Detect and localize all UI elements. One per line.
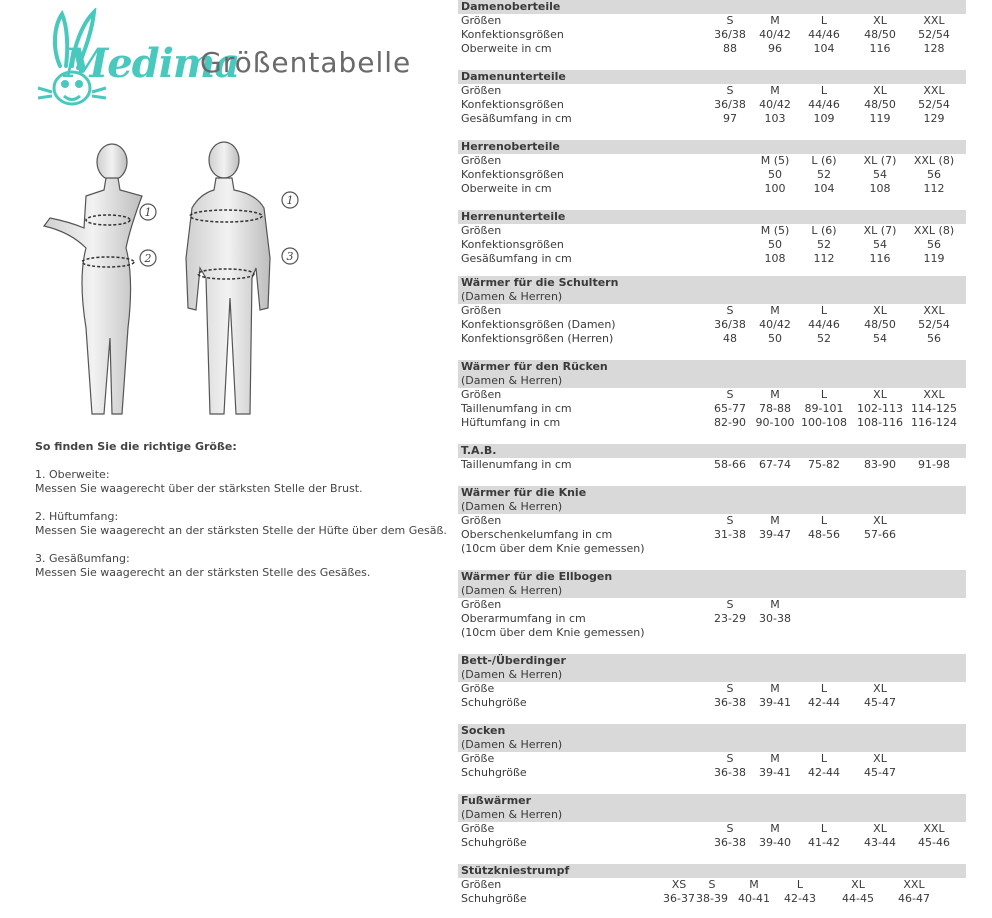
size-value: 100	[764, 182, 786, 195]
size-value: M	[770, 388, 780, 401]
size-table	[458, 654, 966, 710]
size-value: 119	[869, 112, 891, 125]
table-row	[458, 98, 966, 112]
size-value: XL	[873, 682, 887, 695]
row-label: Oberweite in cm	[461, 182, 552, 195]
size-value: S	[726, 84, 734, 97]
page-title: Größentabelle	[200, 46, 412, 79]
row-label: Schuhgröße	[461, 836, 527, 849]
size-value: XL	[873, 304, 887, 317]
row-label: Größen	[461, 224, 502, 237]
size-value: 88	[723, 42, 737, 55]
size-value: XXL	[923, 84, 945, 97]
size-value: 48/50	[864, 318, 896, 331]
brand-name: Medima	[64, 40, 240, 87]
size-value: L	[820, 14, 828, 27]
size-value: 50	[768, 332, 782, 345]
table-row	[458, 626, 966, 640]
size-value: 91-98	[918, 458, 950, 471]
size-value: 104	[813, 182, 835, 195]
size-table-subtitle: (Damen & Herren)	[461, 500, 563, 513]
size-value: XL (7)	[863, 154, 897, 167]
guide-item-head: 3. Gesäßumfang:	[35, 552, 130, 565]
size-table-subtitle: (Damen & Herren)	[461, 738, 563, 751]
size-value: XXL (8)	[913, 224, 955, 237]
size-value: 102-113	[857, 402, 903, 415]
size-table	[458, 360, 966, 430]
size-value: S	[708, 878, 716, 891]
size-value: 39-41	[759, 696, 791, 709]
size-table-header	[458, 724, 966, 752]
size-table-title: Socken	[461, 724, 506, 737]
size-value: L (6)	[811, 224, 837, 237]
table-row	[458, 766, 966, 780]
size-value: 48/50	[864, 98, 896, 111]
size-value: 103	[764, 112, 786, 125]
guide-item-seat	[35, 552, 455, 580]
size-table	[458, 724, 966, 780]
size-value: 31-38	[714, 528, 746, 541]
guide-title: So finden Sie die richtige Größe:	[35, 440, 237, 453]
row-label: Oberarmumfang in cm	[461, 612, 586, 625]
size-value: 36/38	[714, 318, 746, 331]
size-value: 129	[923, 112, 945, 125]
size-value: 42-44	[808, 696, 840, 709]
size-value: 38-39	[696, 892, 728, 905]
size-value: XL (7)	[863, 224, 897, 237]
size-value: 128	[923, 42, 945, 55]
size-value: 75-82	[808, 458, 840, 471]
size-value: M	[770, 822, 780, 835]
table-row	[458, 252, 966, 266]
size-table	[458, 794, 966, 850]
table-row	[458, 612, 966, 626]
size-value: L (6)	[811, 154, 837, 167]
size-value: S	[726, 682, 734, 695]
size-value: M	[770, 14, 780, 27]
size-value: 56	[927, 332, 941, 345]
size-value: 109	[813, 112, 835, 125]
row-label: Größen	[461, 84, 502, 97]
size-table-title: Wärmer für die Schultern	[461, 276, 619, 289]
size-value: 67-74	[759, 458, 791, 471]
size-value: 57-66	[864, 528, 896, 541]
size-value: L	[820, 388, 828, 401]
size-value: 52/54	[918, 318, 950, 331]
size-value: S	[726, 388, 734, 401]
size-value: 52/54	[918, 98, 950, 111]
female-figure	[44, 144, 142, 414]
size-value: 90-100	[755, 416, 795, 429]
row-label: Taillenumfang in cm	[461, 458, 572, 471]
size-table	[458, 140, 966, 196]
size-table-title: Bett-/Überdinger	[461, 654, 566, 667]
guide-item-head: 2. Hüftumfang:	[35, 510, 119, 523]
size-table-header	[458, 140, 966, 154]
size-value: 36/38	[714, 98, 746, 111]
size-table-title: Wärmer für den Rücken	[461, 360, 608, 373]
row-label: Taillenumfang in cm	[461, 402, 572, 415]
size-value: 30-38	[759, 612, 791, 625]
size-value: M	[770, 682, 780, 695]
size-value: M	[770, 514, 780, 527]
size-value: 50	[768, 238, 782, 251]
row-label: Größen	[461, 154, 502, 167]
row-label: Konfektionsgrößen	[461, 98, 564, 111]
size-table-header	[458, 654, 966, 682]
guide-item-bust	[35, 468, 455, 496]
size-value: 48/50	[864, 28, 896, 41]
table-row	[458, 182, 966, 196]
size-value: XL	[873, 822, 887, 835]
table-row	[458, 332, 966, 346]
marker-1-female-label: 1	[144, 206, 152, 219]
size-table-subtitle: (Damen & Herren)	[461, 808, 563, 821]
guide-item-head: 1. Oberweite:	[35, 468, 110, 481]
size-table-header	[458, 0, 966, 14]
size-value: 40/42	[759, 318, 791, 331]
table-row	[458, 892, 966, 906]
table-row	[458, 304, 966, 318]
row-label: Konfektionsgrößen	[461, 28, 564, 41]
table-row	[458, 458, 966, 472]
size-value: 40-41	[738, 892, 770, 905]
row-label: Konfektionsgrößen	[461, 238, 564, 251]
row-label: Schuhgröße	[461, 892, 527, 905]
size-value: XXL	[923, 388, 945, 401]
size-value: XL	[851, 878, 865, 891]
size-value: 108-116	[857, 416, 903, 429]
table-row	[458, 154, 966, 168]
size-value: M	[770, 598, 780, 611]
row-label: Schuhgröße	[461, 696, 527, 709]
size-value: 52/54	[918, 28, 950, 41]
size-value: 46-47	[898, 892, 930, 905]
size-table	[458, 276, 966, 346]
row-label: Größe	[461, 822, 495, 835]
table-row	[458, 752, 966, 766]
row-label: (10cm über dem Knie gemessen)	[461, 626, 645, 639]
row-label: Größen	[461, 598, 502, 611]
size-table	[458, 210, 966, 266]
size-value: 43-44	[864, 836, 896, 849]
size-value: 44/46	[808, 98, 840, 111]
row-label: (10cm über dem Knie gemessen)	[461, 542, 645, 555]
size-table-title: Damenunterteile	[461, 70, 566, 83]
size-value: XL	[873, 752, 887, 765]
table-row	[458, 682, 966, 696]
size-table	[458, 570, 966, 640]
size-value: S	[726, 598, 734, 611]
size-table	[458, 0, 966, 56]
size-value: S	[726, 514, 734, 527]
size-value: 96	[768, 42, 782, 55]
table-row	[458, 84, 966, 98]
size-value: 89-101	[804, 402, 844, 415]
table-row	[458, 514, 966, 528]
table-row	[458, 696, 966, 710]
marker-1-male-label: 1	[286, 194, 294, 207]
table-row	[458, 42, 966, 56]
size-value: 58-66	[714, 458, 746, 471]
size-value: 42-43	[784, 892, 816, 905]
size-value: 52	[817, 238, 831, 251]
size-value: M	[749, 878, 759, 891]
size-value: 54	[873, 168, 887, 181]
body-measurement-figures	[30, 128, 320, 428]
guide-item-text: Messen Sie waagerecht an der stärksten Stelle des Gesäßes.	[35, 566, 371, 579]
size-value: M (5)	[760, 224, 790, 237]
row-label: Größe	[461, 682, 495, 695]
size-table-header	[458, 794, 966, 822]
size-table	[458, 70, 966, 126]
size-table-title: Wärmer für die Ellbogen	[461, 570, 613, 583]
size-value: 54	[873, 332, 887, 345]
row-label: Größen	[461, 388, 502, 401]
size-table-header	[458, 486, 966, 514]
size-value: L	[820, 514, 828, 527]
size-table-title: Damenoberteile	[461, 0, 561, 13]
guide-item-text: Messen Sie waagerecht über der stärksten Stelle der Brust.	[35, 482, 363, 495]
row-label: Hüftumfang in cm	[461, 416, 561, 429]
row-label: Schuhgröße	[461, 766, 527, 779]
size-value: 36/38	[714, 28, 746, 41]
size-table-header	[458, 570, 966, 598]
row-label: Gesäßumfang in cm	[461, 112, 572, 125]
guide-item-text: Messen Sie waagerecht an der stärksten Stelle der Hüfte über dem Gesäß.	[35, 524, 447, 537]
size-value: L	[820, 752, 828, 765]
size-value: M	[770, 752, 780, 765]
row-label: Konfektionsgrößen	[461, 168, 564, 181]
row-label: Größen	[461, 878, 502, 891]
row-label: Konfektionsgrößen (Damen)	[461, 318, 616, 331]
size-value: 108	[869, 182, 891, 195]
table-row	[458, 28, 966, 42]
size-value: XS	[671, 878, 687, 891]
size-table-title: T.A.B.	[461, 444, 497, 457]
size-value: 44/46	[808, 318, 840, 331]
size-value: 83-90	[864, 458, 896, 471]
size-table-header	[458, 276, 966, 304]
size-value: 112	[813, 252, 835, 265]
size-table-header	[458, 210, 966, 224]
table-row	[458, 14, 966, 28]
size-value: 39-47	[759, 528, 791, 541]
size-table-title: Fußwärmer	[461, 794, 532, 807]
table-row	[458, 416, 966, 430]
size-value: L	[820, 682, 828, 695]
row-label: Größen	[461, 304, 502, 317]
size-value: XL	[873, 514, 887, 527]
row-label: Größen	[461, 514, 502, 527]
size-value: 104	[813, 42, 835, 55]
size-value: M (5)	[760, 154, 790, 167]
size-value: 116	[869, 252, 891, 265]
size-value: L	[820, 304, 828, 317]
row-label: Konfektionsgrößen (Herren)	[461, 332, 614, 345]
guide-item-hip	[35, 510, 455, 538]
size-value: 41-42	[808, 836, 840, 849]
size-table-title: Wärmer für die Knie	[461, 486, 587, 499]
size-value: 36-37	[663, 892, 695, 905]
size-value: 54	[873, 238, 887, 251]
size-value: 45-46	[918, 836, 950, 849]
table-row	[458, 402, 966, 416]
size-value: M	[770, 304, 780, 317]
size-value: 119	[923, 252, 945, 265]
size-value: 56	[927, 238, 941, 251]
size-value: XXL	[923, 304, 945, 317]
size-value: XXL (8)	[913, 154, 955, 167]
size-value: L	[820, 822, 828, 835]
size-value: 45-47	[864, 766, 896, 779]
size-value: 82-90	[714, 416, 746, 429]
row-label: Oberschenkelumfang in cm	[461, 528, 613, 541]
size-value: XL	[873, 388, 887, 401]
size-value: 52	[817, 332, 831, 345]
size-value: XXL	[923, 14, 945, 27]
size-value: 36-38	[714, 766, 746, 779]
male-figure	[186, 142, 270, 414]
size-table-header	[458, 360, 966, 388]
size-value: 48-56	[808, 528, 840, 541]
size-value: XXL	[903, 878, 925, 891]
table-row	[458, 836, 966, 850]
size-value: XL	[873, 14, 887, 27]
size-value: 56	[927, 168, 941, 181]
table-row	[458, 388, 966, 402]
size-value: S	[726, 304, 734, 317]
row-label: Gesäßumfang in cm	[461, 252, 572, 265]
size-value: 108	[764, 252, 786, 265]
size-value: 100-108	[801, 416, 847, 429]
table-row	[458, 878, 966, 892]
size-value: 39-41	[759, 766, 791, 779]
size-value: 65-77	[714, 402, 746, 415]
table-row	[458, 224, 966, 238]
size-table-title: Stützkniestrumpf	[461, 864, 570, 877]
size-table-subtitle: (Damen & Herren)	[461, 374, 563, 387]
size-value: 40/42	[759, 98, 791, 111]
size-table-title: Herrenunterteile	[461, 210, 566, 223]
size-value: S	[726, 752, 734, 765]
size-value: 50	[768, 168, 782, 181]
size-table-header	[458, 864, 966, 878]
size-value: L	[820, 84, 828, 97]
brand-logo	[32, 8, 432, 118]
size-value: 45-47	[864, 696, 896, 709]
size-value: 40/42	[759, 28, 791, 41]
size-value: XXL	[923, 822, 945, 835]
table-row	[458, 542, 966, 556]
size-table-subtitle: (Damen & Herren)	[461, 668, 563, 681]
table-row	[458, 318, 966, 332]
size-value: S	[726, 822, 734, 835]
size-value: M	[770, 84, 780, 97]
row-label: Größen	[461, 14, 502, 27]
table-row	[458, 168, 966, 182]
size-value: 36-38	[714, 836, 746, 849]
table-row	[458, 112, 966, 126]
size-value: XL	[873, 84, 887, 97]
table-row	[458, 822, 966, 836]
size-value: S	[726, 14, 734, 27]
size-value: 52	[817, 168, 831, 181]
size-value: 23-29	[714, 612, 746, 625]
measurement-guide	[35, 440, 455, 594]
size-table-subtitle: (Damen & Herren)	[461, 584, 563, 597]
size-value: 114-125	[911, 402, 957, 415]
size-value: 112	[923, 182, 945, 195]
size-table	[458, 864, 966, 906]
size-value: 116-124	[911, 416, 957, 429]
size-value: 44/46	[808, 28, 840, 41]
size-value: L	[796, 878, 804, 891]
size-table	[458, 486, 966, 556]
size-value: 36-38	[714, 696, 746, 709]
size-value: 44-45	[842, 892, 874, 905]
marker-3-male-label: 3	[286, 250, 294, 263]
table-row	[458, 238, 966, 252]
table-row	[458, 528, 966, 542]
row-label: Größe	[461, 752, 495, 765]
size-value: 39-40	[759, 836, 791, 849]
row-label: Oberweite in cm	[461, 42, 552, 55]
size-value: 116	[869, 42, 891, 55]
size-value: 48	[723, 332, 737, 345]
size-table-subtitle: (Damen & Herren)	[461, 290, 563, 303]
size-table-header	[458, 444, 966, 458]
table-row	[458, 598, 966, 612]
size-table	[458, 444, 966, 472]
size-value: 78-88	[759, 402, 791, 415]
size-value: 97	[723, 112, 737, 125]
size-table-header	[458, 70, 966, 84]
size-table-title: Herrenoberteile	[461, 140, 560, 153]
marker-2-female-label: 2	[144, 252, 152, 265]
size-value: 42-44	[808, 766, 840, 779]
